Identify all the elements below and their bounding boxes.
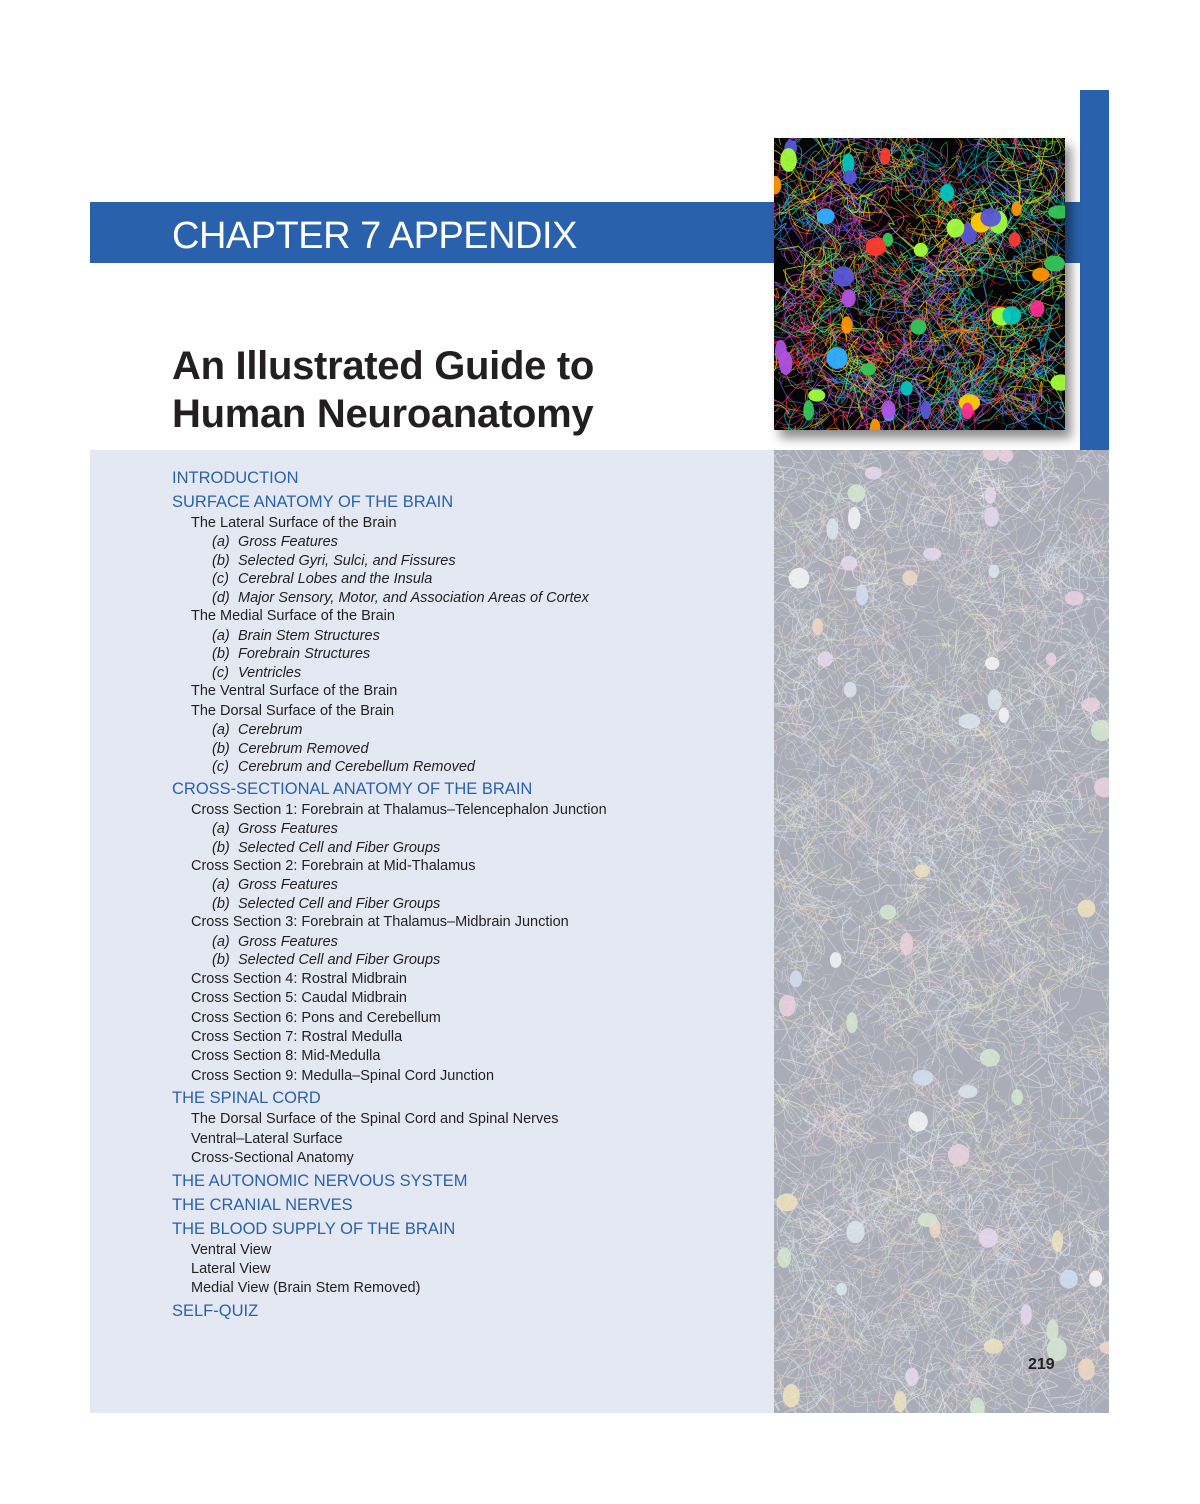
toc-subsection: Medial View (Brain Stem Removed) [191, 1280, 421, 1297]
toc-subitem-text: Gross Features [238, 821, 338, 838]
toc-section-heading: THE SPINAL CORD [172, 1089, 321, 1108]
toc-subsection: Cross Section 7: Rostral Medulla [191, 1029, 403, 1046]
toc-subitem-text: Ventricles [238, 664, 302, 681]
toc-subitem-text: Forebrain Structures [238, 646, 371, 663]
toc-section-heading: THE AUTONOMIC NERVOUS SYSTEM [172, 1171, 468, 1190]
toc-subitem-text: Major Sensory, Motor, and Association Areas of Cortex [238, 589, 589, 606]
toc-section-heading: INTRODUCTION [172, 469, 299, 487]
chapter-photo [774, 138, 1065, 430]
toc-subitem-label: (b) [212, 740, 230, 757]
toc-section-heading: SELF-QUIZ [172, 1301, 259, 1320]
toc-subsection: Ventral–Lateral Surface [191, 1130, 343, 1147]
toc-subitem-label: (b) [212, 552, 230, 569]
page-number: 219 [1028, 1356, 1055, 1373]
toc-subitem-label: (b) [212, 895, 230, 912]
toc-subitem-text: Selected Cell and Fiber Groups [238, 895, 441, 912]
toc-subsection: The Ventral Surface of the Brain [191, 683, 398, 700]
toc-subitem-label: (c) [212, 759, 229, 776]
toc-subitem-label: (a) [212, 877, 230, 894]
toc-subsection: The Dorsal Surface of the Brain [191, 702, 395, 719]
toc-subsection: Ventral View [191, 1241, 272, 1258]
toc-subitem-label: (b) [212, 839, 230, 856]
toc-section-heading: CROSS-SECTIONAL ANATOMY OF THE BRAIN [172, 779, 533, 798]
toc-subitem [172, 820, 762, 839]
title-line-2: Human Neuroanatomy [172, 392, 594, 436]
toc-subitem [172, 876, 762, 895]
toc-subitem-text: Selected Cell and Fiber Groups [238, 839, 441, 856]
toc-subitem [172, 721, 762, 740]
title-line-1: An Illustrated Guide to [172, 344, 595, 388]
toc-subitem-text: Cerebral Lobes and the Insula [238, 571, 433, 588]
toc-subitem [172, 951, 762, 970]
toc-subitem-text: Gross Features [238, 877, 338, 894]
toc-subitem [172, 740, 762, 759]
page-title [172, 342, 594, 438]
toc-section-heading: THE CRANIAL NERVES [172, 1195, 353, 1214]
toc-subitem [172, 552, 762, 571]
toc-subsection: Lateral View [191, 1260, 271, 1277]
toc-subitem [172, 895, 762, 914]
toc-subitem-text: Gross Features [238, 933, 338, 950]
toc-subitem-label: (b) [212, 646, 230, 663]
toc-subitem-text: Cerebrum and Cerebellum Removed [238, 759, 475, 776]
toc-subitem [172, 933, 762, 952]
toc-subsection: Cross Section 9: Medulla–Spinal Cord Junction [191, 1067, 495, 1084]
toc-subsection: Cross-Sectional Anatomy [191, 1150, 354, 1167]
toc-subsection: The Medial Surface of the Brain [191, 608, 395, 625]
chapter-label: CHAPTER 7 APPENDIX [172, 215, 577, 257]
toc-subsection: Cross Section 6: Pons and Cerebellum [191, 1009, 441, 1026]
toc-subsection: Cross Section 4: Rostral Midbrain [191, 970, 407, 987]
toc-subitem-text: Selected Cell and Fiber Groups [238, 952, 441, 969]
toc-subsection: Cross Section 1: Forebrain at Thalamus–Telencephalon Junction [191, 801, 607, 818]
toc-subitem-label: (b) [212, 952, 230, 969]
toc-subitem [172, 758, 762, 777]
table-of-contents [172, 466, 762, 1323]
side-texture-image [774, 450, 1109, 1413]
toc-subitem-label: (c) [212, 664, 229, 681]
toc-subitem-text: Gross Features [238, 534, 338, 551]
toc-subitem-text: Cerebrum Removed [238, 740, 369, 757]
toc-subsection: Cross Section 8: Mid-Medulla [191, 1048, 381, 1065]
toc-subsection: The Lateral Surface of the Brain [191, 515, 397, 531]
toc-subsection: Cross Section 3: Forebrain at Thalamus–Midbrain Junction [191, 914, 569, 931]
toc-section-heading: SURFACE ANATOMY OF THE BRAIN [172, 493, 454, 511]
toc-subsection: The Dorsal Surface of the Spinal Cord and Spinal Nerves [191, 1111, 559, 1128]
toc-subitem-label: (a) [212, 821, 230, 838]
toc-subitem-text: Selected Gyri, Sulci, and Fissures [238, 552, 456, 569]
toc-subitem [172, 533, 762, 552]
toc-subsection: Cross Section 2: Forebrain at Mid-Thalamus [191, 858, 476, 875]
toc-subitem [172, 589, 762, 608]
toc-subitem-label: (d) [212, 589, 230, 606]
toc-subitem-text: Cerebrum [238, 722, 303, 739]
toc-subitem-label: (c) [212, 571, 229, 588]
toc-subitem [172, 627, 762, 646]
toc-subsection: Cross Section 5: Caudal Midbrain [191, 990, 407, 1007]
toc-subitem [172, 664, 762, 683]
toc-subitem-label: (a) [212, 722, 230, 739]
toc-subitem [172, 645, 762, 664]
toc-subitem [172, 570, 762, 589]
toc-subitem-label: (a) [212, 534, 230, 551]
toc-subitem-label: (a) [212, 933, 230, 950]
toc-section-heading: THE BLOOD SUPPLY OF THE BRAIN [172, 1219, 456, 1238]
toc-subitem-label: (a) [212, 627, 230, 644]
toc-subitem-text: Brain Stem Structures [238, 627, 380, 644]
toc-subitem [172, 839, 762, 858]
